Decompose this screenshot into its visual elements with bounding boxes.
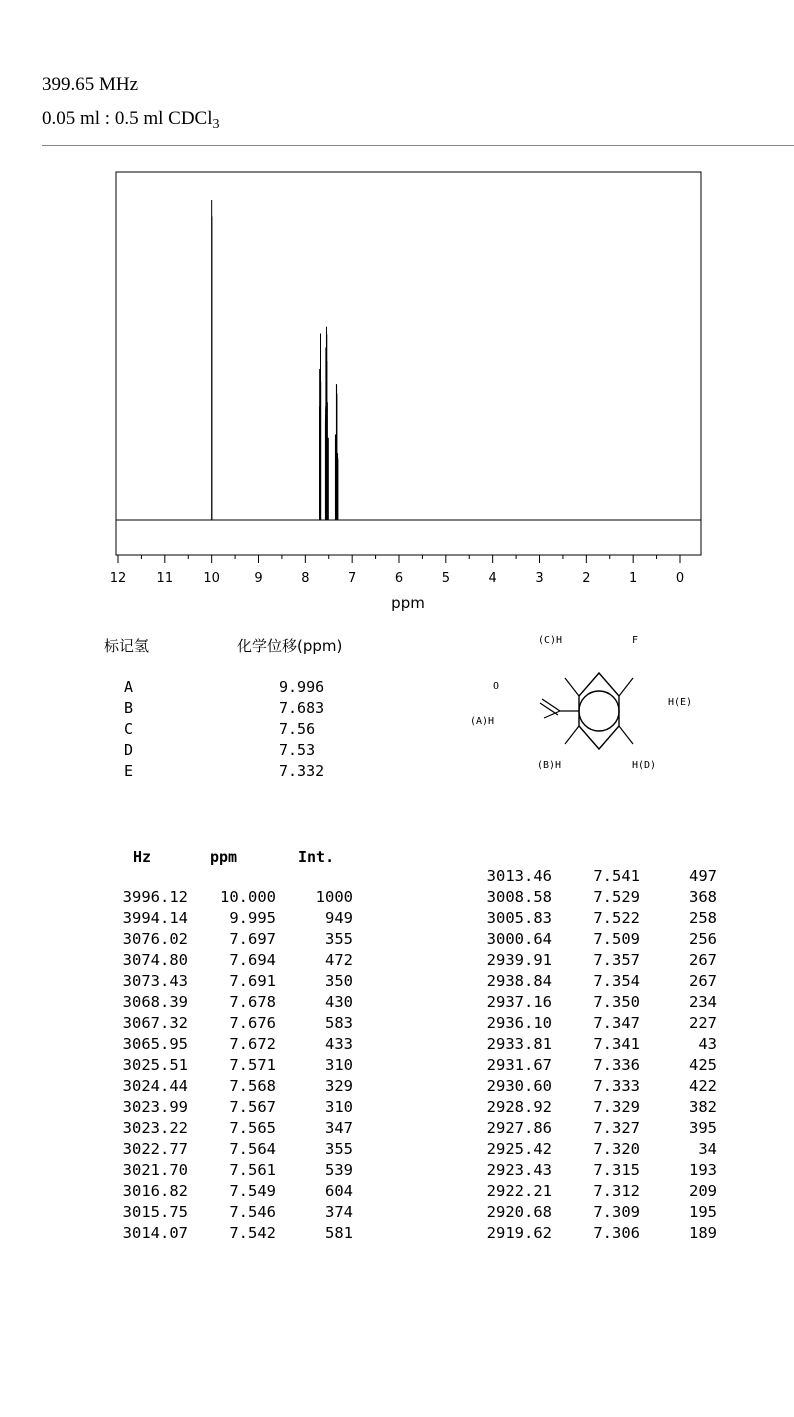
peak-hz: 3013.46: [486, 867, 552, 885]
label-f: F: [632, 635, 639, 646]
peak-ppm: 7.568: [229, 1077, 276, 1095]
peak-hz: 2925.42: [486, 1140, 552, 1158]
peak-hz: 2928.92: [486, 1098, 552, 1116]
peak-ppm: 7.561: [229, 1161, 276, 1179]
x-tick-label: 12: [109, 571, 127, 586]
peak-int: 583: [325, 1014, 353, 1032]
peak-int: 374: [325, 1203, 353, 1221]
peak-hz: 3025.51: [122, 1056, 188, 1074]
peak-hz: 3074.80: [122, 951, 188, 969]
peak-int: 350: [325, 972, 353, 990]
carbonyl-bond-1: [542, 699, 560, 711]
peak-ppm: 7.694: [229, 951, 276, 969]
peak-hz: 2939.91: [486, 951, 552, 969]
peak-ppm: 7.329: [593, 1098, 640, 1116]
peak-hz: 3023.22: [122, 1119, 188, 1137]
peak-ppm: 7.546: [229, 1203, 276, 1221]
peak-header-int: Int.: [298, 848, 335, 866]
peak-ppm: 7.336: [593, 1056, 640, 1074]
sample-description: [42, 108, 220, 130]
peak-int: 43: [698, 1035, 717, 1053]
bond-b-h: [565, 726, 579, 744]
peak-ppm: 7.564: [229, 1140, 276, 1158]
peak-int: 234: [689, 993, 717, 1011]
peak-ppm: 7.357: [593, 951, 640, 969]
structure-diagram: [462, 628, 722, 778]
x-tick-label: 6: [394, 571, 404, 586]
assignment-shift: 7.53: [279, 741, 316, 759]
x-axis-ticks: [110, 555, 684, 586]
peak-ppm: 7.522: [593, 909, 640, 927]
peak-int: 195: [689, 1203, 717, 1221]
peak-int: 193: [689, 1161, 717, 1179]
label-d-h: H(D): [632, 760, 657, 771]
sample-description-main: 0.05 ml : 0.5 ml CDCl: [42, 108, 213, 129]
assignment-shift: 7.683: [279, 699, 325, 717]
peak-header-ppm: ppm: [210, 848, 238, 866]
peak-hz: 3023.99: [122, 1098, 188, 1116]
peak-ppm: 7.306: [593, 1224, 640, 1242]
peak-ppm: 7.312: [593, 1182, 640, 1200]
peak-hz: 3065.95: [122, 1035, 188, 1053]
peak-hz: 2923.43: [486, 1161, 552, 1179]
assignment-label: A: [124, 678, 134, 696]
nmr-spectrum-chart: [0, 160, 794, 620]
peak-hz: 2938.84: [486, 972, 552, 990]
peak-ppm: 7.565: [229, 1119, 276, 1137]
peak-int: 34: [698, 1140, 717, 1158]
peak-hz: 3008.58: [486, 888, 552, 906]
peak-int: 209: [689, 1182, 717, 1200]
assignment-shift: 7.56: [279, 720, 316, 738]
x-tick-label: 4: [488, 571, 497, 586]
peak-int: 310: [325, 1098, 353, 1116]
peak-lines: [212, 200, 338, 520]
label-e-h: H(E): [668, 697, 693, 708]
sample-description-subscript: 3: [212, 117, 220, 132]
peak-hz: 3000.64: [486, 930, 552, 948]
peak-int: 267: [689, 972, 717, 990]
peak-hz: 3068.39: [122, 993, 188, 1011]
peak-header-hz: Hz: [133, 848, 152, 866]
peak-hz: 3996.12: [122, 888, 188, 906]
peak-int: 949: [325, 909, 353, 927]
peak-int: 368: [689, 888, 717, 906]
peak-hz: 2930.60: [486, 1077, 552, 1095]
peak-hz: 3022.77: [122, 1140, 188, 1158]
peak-int: 310: [325, 1056, 353, 1074]
assignment-label: C: [124, 720, 134, 738]
peak-ppm: 10.000: [220, 888, 276, 906]
x-tick-label: 0: [675, 571, 685, 586]
assignment-shift: 7.332: [279, 762, 325, 780]
x-tick-label: 3: [535, 571, 544, 586]
peak-ppm: 7.333: [593, 1077, 640, 1095]
assignment-shift: 9.996: [279, 678, 325, 696]
assignment-label-header: 标记氢: [104, 637, 150, 655]
peak-ppm: 7.691: [229, 972, 276, 990]
x-tick-label: 8: [301, 571, 310, 586]
peak-ppm: 7.672: [229, 1035, 276, 1053]
peak-int: 497: [689, 867, 717, 885]
peak-hz: 3994.14: [122, 909, 188, 927]
peak-ppm: 9.995: [229, 909, 276, 927]
peak-hz: 3067.32: [122, 1014, 188, 1032]
x-axis-label: ppm: [391, 594, 425, 612]
x-tick-label: 11: [156, 571, 174, 586]
peak-int: 189: [689, 1224, 717, 1242]
peak-ppm: 7.541: [593, 867, 640, 885]
peak-ppm: 7.354: [593, 972, 640, 990]
peak-hz: 2922.21: [486, 1182, 552, 1200]
header-divider: [42, 145, 794, 146]
bond-d-h: [619, 726, 633, 744]
peak-ppm: 7.676: [229, 1014, 276, 1032]
x-tick-label: 1: [629, 571, 638, 586]
peak-hz: 3015.75: [122, 1203, 188, 1221]
peak-hz: 3014.07: [122, 1224, 188, 1242]
bond-f: [619, 678, 633, 696]
peak-ppm: 7.315: [593, 1161, 640, 1179]
peak-ppm: 7.327: [593, 1119, 640, 1137]
peak-hz: 3024.44: [122, 1077, 188, 1095]
peak-int: 267: [689, 951, 717, 969]
peak-hz: 2933.81: [486, 1035, 552, 1053]
peak-ppm: 7.341: [593, 1035, 640, 1053]
peak-int: 539: [325, 1161, 353, 1179]
assignment-label: E: [124, 762, 134, 780]
peak-hz: 2927.86: [486, 1119, 552, 1137]
peak-int: 382: [689, 1098, 717, 1116]
peak-ppm: 7.571: [229, 1056, 276, 1074]
spectrometer-frequency: 399.65 MHz: [42, 74, 139, 95]
peak-ppm: 7.347: [593, 1014, 640, 1032]
hidden: [619, 701, 667, 711]
peak-ppm: 7.542: [229, 1224, 276, 1242]
assignment-label: D: [124, 741, 134, 759]
peak-ppm: 7.309: [593, 1203, 640, 1221]
peak-int: 472: [325, 951, 353, 969]
peak-hz: 3005.83: [486, 909, 552, 927]
peak-int: 347: [325, 1119, 353, 1137]
assignment-shift-header: 化学位移(ppm): [237, 637, 343, 655]
peak-ppm: 7.320: [593, 1140, 640, 1158]
peak-hz: 2919.62: [486, 1224, 552, 1242]
x-tick-label: 5: [441, 571, 450, 586]
peak-int: 422: [689, 1077, 717, 1095]
peak-int: 1000: [315, 888, 353, 906]
x-tick-label: 2: [582, 571, 591, 586]
peak-hz: 2936.10: [486, 1014, 552, 1032]
peak-hz: 3073.43: [122, 972, 188, 990]
bond-c-h: [565, 678, 579, 696]
x-tick-label: 10: [203, 571, 220, 586]
peak-hz: 3016.82: [122, 1182, 188, 1200]
peak-ppm: 7.567: [229, 1098, 276, 1116]
peak-int: 395: [689, 1119, 717, 1137]
peak-hz: 3021.70: [122, 1161, 188, 1179]
peak-int: 433: [325, 1035, 353, 1053]
peak-int: 581: [325, 1224, 353, 1242]
peak-int: 227: [689, 1014, 717, 1032]
peak-hz: 2931.67: [486, 1056, 552, 1074]
benzene-ring: [579, 673, 619, 749]
peak-hz: 3076.02: [122, 930, 188, 948]
peak-int: 355: [325, 1140, 353, 1158]
peak-ppm: 7.350: [593, 993, 640, 1011]
label-a-h: (A)H: [470, 716, 495, 727]
x-tick-label: 7: [348, 571, 357, 586]
peak-hz: 2937.16: [486, 993, 552, 1011]
peak-ppm: 7.678: [229, 993, 276, 1011]
label-o: O: [493, 681, 500, 692]
peak-hz: 2920.68: [486, 1203, 552, 1221]
peak-ppm: 7.529: [593, 888, 640, 906]
peak-ppm: 7.549: [229, 1182, 276, 1200]
peak-int: 355: [325, 930, 353, 948]
peak-ppm: 7.697: [229, 930, 276, 948]
peak-int: 256: [689, 930, 717, 948]
peak-int: 425: [689, 1056, 717, 1074]
peak-ppm: 7.509: [593, 930, 640, 948]
peak-int: 329: [325, 1077, 353, 1095]
peak-int: 258: [689, 909, 717, 927]
aromatic-circle: [579, 691, 619, 731]
peak-int: 604: [325, 1182, 353, 1200]
x-tick-label: 9: [254, 571, 263, 586]
label-b-h: (B)H: [537, 760, 562, 771]
assignment-label: B: [124, 699, 134, 717]
peak-int: 430: [325, 993, 353, 1011]
label-c-h: (C)H: [538, 635, 563, 646]
plot-frame: [116, 172, 701, 555]
